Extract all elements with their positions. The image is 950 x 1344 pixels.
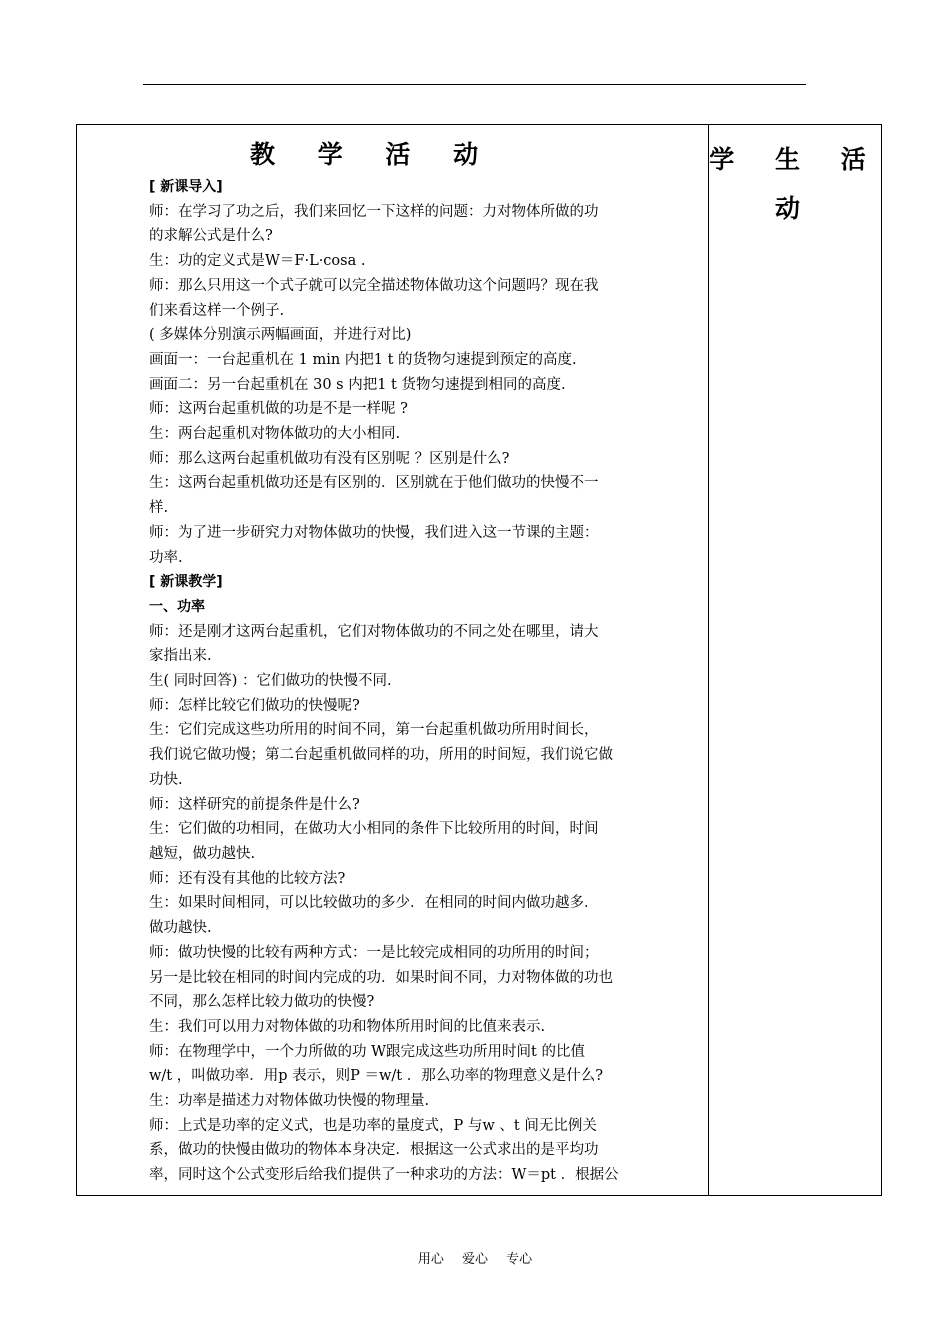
text-line: 师：为了进一步研究力对物体做功的快慢，我们进入这一节课的主题： xyxy=(149,524,599,541)
text-line: 师：这样研究的前提条件是什么? xyxy=(149,796,360,813)
text-line: ( 多媒体分别演示两幅画面，并进行对比) xyxy=(149,327,412,344)
text-line: 样. xyxy=(149,500,169,517)
student-activity-heading: 学 生 活 动 xyxy=(709,145,882,223)
text-line: 师：做功快慢的比较有两种方式：一是比较完成相同的功所用的时间； xyxy=(149,944,599,961)
text-line: 师：那么只用这一个式子就可以完全描述物体做功这个问题吗？现在我 xyxy=(149,277,599,294)
text-line: 师：还有没有其他的比较方法? xyxy=(149,870,346,887)
text-line: w/t ，叫做功率．用p 表示，则P ＝w/t ．那么功率的物理意义是什么? xyxy=(149,1068,603,1085)
column-divider xyxy=(708,125,709,1195)
text-line: 师：还是刚才这两台起重机，它们对物体做功的不同之处在哪里，请大 xyxy=(149,623,599,640)
text-line: 师：在学习了功之后，我们来回忆一下这样的问题：力对物体所做的功 xyxy=(149,203,599,220)
text-line: 画面二：另一台起重机在 30 s 内把1 t 货物匀速提到相同的高度. xyxy=(149,376,566,393)
lesson-table xyxy=(76,124,882,1196)
teaching-activity-heading: 教 学 活 动 xyxy=(250,140,496,169)
text-line: 做功越快. xyxy=(149,920,212,937)
header-rule xyxy=(143,84,806,85)
text-line: 师：那么这两台起重机做功有没有区别呢 ？区别是什么? xyxy=(149,450,510,467)
text-line: 生：功的定义式是W＝F·L·cosa . xyxy=(149,253,366,270)
text-line: 率，同时这个公式变形后给我们提供了一种求功的方法：W＝pt ．根据公 xyxy=(149,1167,619,1184)
text-line: 师：这两台起重机做的功是不是一样呢 ? xyxy=(149,401,408,418)
text-line: 们来看这样一个例子. xyxy=(149,302,285,319)
text-line: 画面一：一台起重机在 1 min 内把1 t 的货物匀速提到预定的高度. xyxy=(149,351,577,368)
text-line: 另一是比较在相同的时间内完成的功．如果时间不同，力对物体做的功也 xyxy=(149,969,613,986)
text-line: 不同，那么怎样比较力做功的快慢? xyxy=(149,994,375,1011)
text-line: 我们说它做功慢；第二台起重机做同样的功，所用的时间短，我们说它做 xyxy=(149,747,613,764)
text-line: 师：在物理学中，一个力所做的功 W跟完成这些功所用时间t 的比值 xyxy=(149,1043,585,1060)
text-line: 生：我们可以用力对物体做的功和物体所用时间的比值来表示. xyxy=(149,1018,546,1035)
text-line: 功快. xyxy=(149,771,183,788)
text-line: 生：它们完成这些功所用的时间不同，第一台起重机做功所用时间长， xyxy=(149,722,599,739)
section-heading-new-lesson: [ 新课教学] xyxy=(149,574,223,591)
lesson-content xyxy=(149,175,702,1188)
text-line: 师：怎样比较它们做功的快慢呢? xyxy=(149,697,360,714)
subsection-heading-power: 一、功率 xyxy=(149,598,205,615)
section-heading-intro: [ 新课导入] xyxy=(149,179,223,195)
text-line: 家指出来. xyxy=(149,648,212,665)
text-line: 越短，做功越快. xyxy=(149,845,256,862)
text-line: 生：它们做的功相同，在做功大小相同的条件下比较所用的时间，时间 xyxy=(149,821,599,838)
text-line: 的求解公式是什么? xyxy=(149,228,273,245)
text-line: 生：两台起重机对物体做功的大小相同. xyxy=(149,426,401,443)
text-line: 师：上式是功率的定义式，也是功率的量度式，P 与w 、t 间无比例关 xyxy=(149,1117,597,1134)
text-line: 功率. xyxy=(149,549,183,566)
page-footer: 用心 爱心 专心 xyxy=(417,1252,533,1267)
text-line: 生：功率是描述力对物体做功快慢的物理量. xyxy=(149,1093,430,1110)
text-line: 生( 同时回答) ：它们做功的快慢不同. xyxy=(149,673,392,690)
text-line: 系，做功的快慢由做功的物体本身决定．根据这一公式求出的是平均功 xyxy=(149,1142,599,1159)
text-line: 生：如果时间相同，可以比较做功的多少．在相同的时间内做功越多． xyxy=(149,895,599,912)
text-line: 生：这两台起重机做功还是有区别的．区别就在于他们做功的快慢不一 xyxy=(149,475,599,492)
